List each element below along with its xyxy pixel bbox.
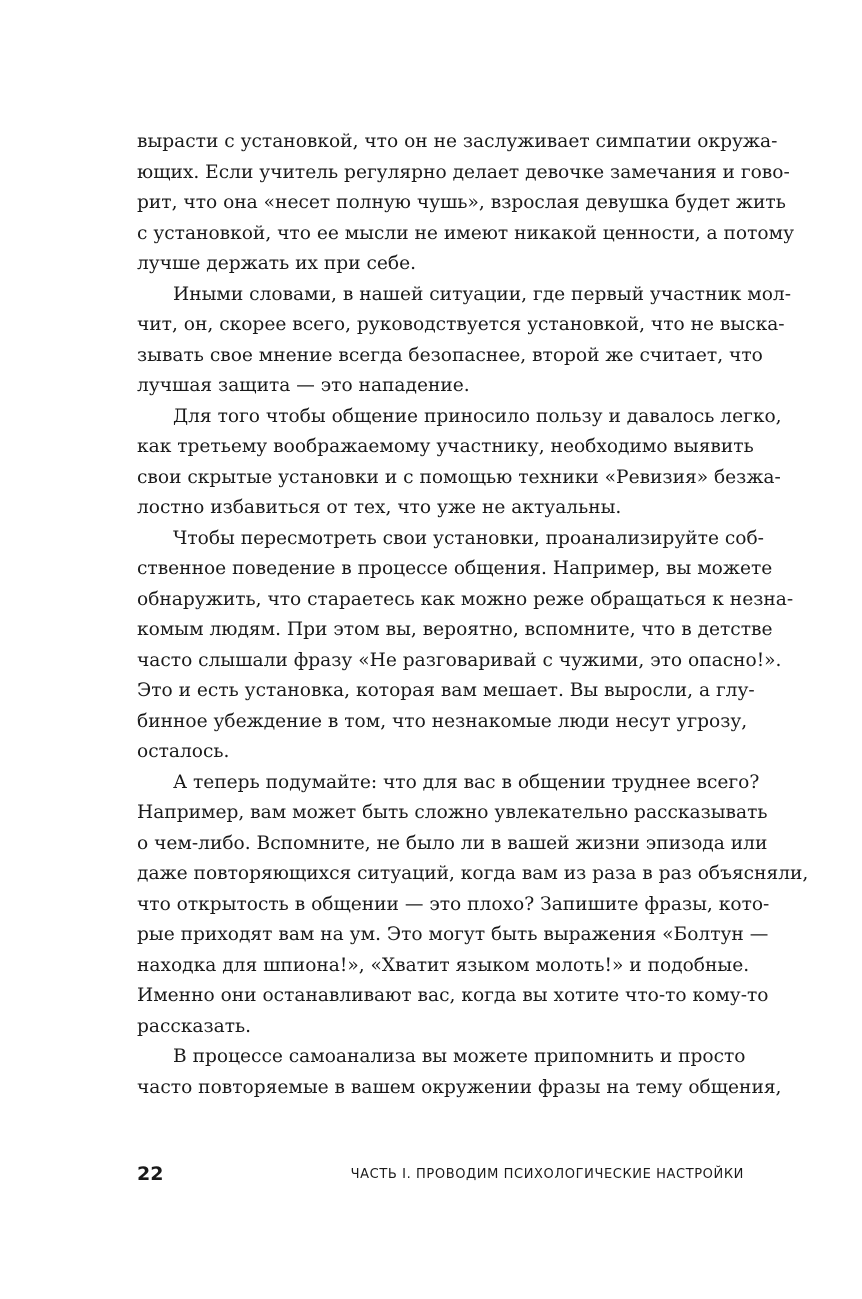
text-line: что открытость в общении — это плохо? Запишите фразы, кото-: [137, 893, 770, 915]
text-line: рассказать.: [137, 1015, 252, 1037]
text-line: Это и есть установка, которая вам мешает. Вы выросли, а глу-: [137, 680, 755, 701]
text-line: рит, что она «несет полную чушь», взрослая девушка будет жить: [137, 192, 786, 213]
text-line: лостно избавиться от тех, что уже не актуальны.: [137, 497, 622, 518]
text-line: бинное убеждение в том, что незнакомые люди несут угрозу,: [137, 710, 748, 732]
text-line: с установкой, что ее мысли не имеют никакой ценности, а потому: [137, 222, 795, 244]
text-line: часто слышали фразу «Не разговаривай с чужими, это опасно!».: [137, 649, 782, 671]
text-line: А теперь подумайте: что для вас в общении труднее всего?: [173, 771, 760, 793]
text-line: вырасти с установкой, что он не заслуживает симпатии окружа-: [137, 131, 778, 152]
text-line: лучшая защита — это нападение.: [137, 375, 470, 396]
text-line: лучше держать их при себе.: [137, 253, 417, 274]
text-line: Иными словами, в нашей ситуации, где первый участник мол-: [173, 283, 792, 305]
text-line: ственное поведение в процессе общения. Например, вы можете: [137, 558, 773, 579]
text-line: Для того чтобы общение приносило пользу и давалось легко,: [173, 405, 782, 427]
text-line: часто повторяемые в вашем окружении фразы на тему общения,: [137, 1076, 782, 1098]
body-text: [137, 127, 809, 1103]
running-head: ЧАСТЬ I. ПРОВОДИМ ПСИХОЛОГИЧЕСКИЕ НАСТРОЙКИ: [350, 1167, 744, 1182]
text-line: свои скрытые установки и с помощью техники «Ревизия» безжа-: [137, 466, 781, 488]
text-line: осталось.: [137, 741, 230, 762]
text-line: рые приходят вам на ум. Это могут быть выражения «Болтун —: [137, 924, 769, 945]
text-line: ющих. Если учитель регулярно делает девочке замечания и гово-: [137, 161, 790, 183]
page-footer: [137, 1162, 744, 1186]
text-line: В процессе самоанализа вы можете припомнить и просто: [173, 1046, 746, 1067]
page-number: 22: [137, 1163, 164, 1185]
text-line: обнаружить, что стараетесь как можно реже обращаться к незна-: [137, 588, 794, 610]
text-line: Чтобы пересмотреть свои установки, проанализируйте соб-: [173, 527, 764, 549]
text-line: о чем-либо. Вспомните, не было ли в вашей жизни эпизода или: [137, 832, 768, 854]
text-line: зывать свое мнение всегда безопаснее, второй же считает, что: [137, 344, 763, 366]
text-line: чит, он, скорее всего, руководствуется установкой, что не выска-: [137, 314, 785, 335]
text-line: находка для шпиона!», «Хватит языком молоть!» и подобные.: [137, 954, 750, 976]
text-line: комым людям. При этом вы, вероятно, вспомните, что в детстве: [137, 619, 773, 640]
text-line: даже повторяющихся ситуаций, когда вам из раза в раз объясняли,: [137, 863, 809, 884]
text-line: Например, вам может быть сложно увлекательно рассказывать: [137, 802, 768, 823]
text-line: Именно они останавливают вас, когда вы хотите что-то кому-то: [137, 985, 769, 1006]
text-line: как третьему воображаемому участнику, необходимо выявить: [137, 436, 754, 457]
